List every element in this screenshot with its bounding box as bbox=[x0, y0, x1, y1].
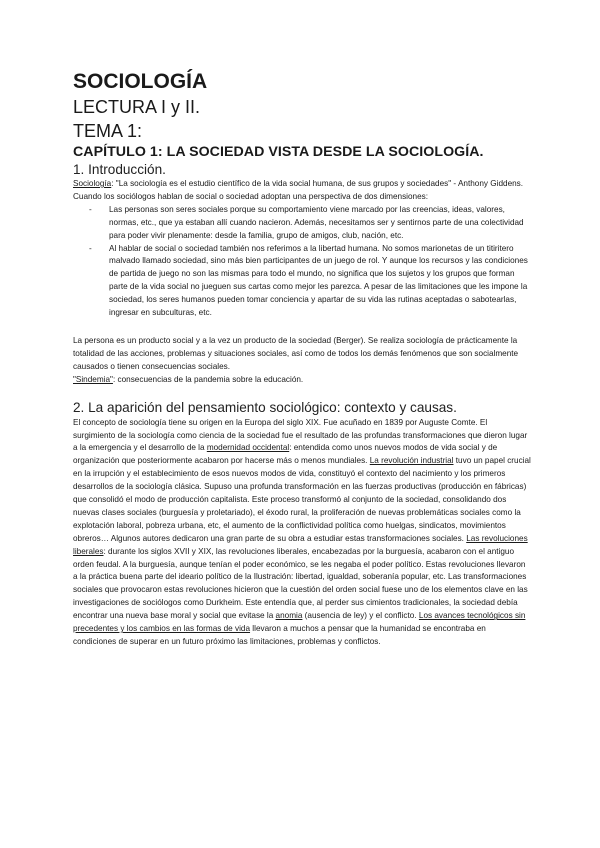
list-item: - Las personas son seres sociales porque su comportamiento viene marcado por las creencias, ideas, valores, normas, etc., que ya estaban allí cuando nacieron. Además, necesitamos ser y sentirnos parte de una colectividad para poder vivir plenamente: desde la familia, grupo de amigos, club, nación, etc. bbox=[109, 204, 531, 243]
section-2-body bbox=[73, 417, 531, 649]
definition-text: : "La sociología es el estudio científico de la vida social humana, de sus grupos y sociedades" - Anthony Giddens. bbox=[111, 179, 524, 188]
doc-title: SOCIOLOGÍA bbox=[73, 70, 208, 93]
text-run: El concepto de sociología tiene su origen en la Europa del siglo XIX. Fue acuñado en 1839 por Auguste Comte. El surgimiento de la sociología como ciencia de la sociedad fue el resultado de las profundas transformaciones que dieron lugar a la emergencia y el desarrollo de la bbox=[73, 417, 528, 453]
text-run: (ausencia de ley) y el conflicto. bbox=[302, 611, 419, 621]
text-run: : entendida como unos nuevos modos de vida social y de organización que posteriormente acabaron por hacerse más o menos mundiales. bbox=[73, 443, 498, 466]
definition-paragraph bbox=[73, 178, 531, 191]
person-paragraph: La persona es un producto social y a la vez un producto de la sociedad (Berger). Se realiza sociología de prácticamente la totalidad de las acciones, problemas y situaciones sociales, así como de todos los demás fenómenos que son socialmente causados o tienen consecuencias sociales. bbox=[73, 335, 519, 371]
section-1-heading: 1. Introducción. bbox=[73, 162, 166, 177]
text-run: tuvo un papel crucial en la irrupción y el establecimiento de esos nuevos modos de vida, constituyó el contexto del nacimiento y los primeros desarrollos de la sociología clásica. Supuso una profunda transformación en las fuerzas productivas (producción en fábricas) que consolidó el modo de producción capitalista. Este proceso transformó al conjunto de la sociedad, consolidando dos nuevas clases sociales (burguesía y proletariado), el éxodo rural, la proliferación de nuevas problemáticas sociales como la explotación laboral, pobreza urbana, etc, el aumento de la conflictividad política como huelgas, sindicatos, movimientos obreros… Algunos autores dedicaron una gran parte de su obra a estudiar estas transformaciones sociales. bbox=[73, 456, 531, 543]
intro-paragraph: Cuando los sociólogos hablan de social o sociedad adoptan una perspectiva de dos dimensiones: bbox=[73, 191, 429, 201]
text-run: llevaron a muchos a pensar que la humanidad se encontraba en condiciones de superar en un futuro próximo las limitaciones, problemas y conflictos. bbox=[73, 624, 486, 646]
term-avances-tecnologicos: Los avances tecnológicos sin precedentes y los cambios en las formas de vida bbox=[73, 611, 526, 634]
section-2-heading: 2. La aparición del pensamiento sociológico: contexto y causas. bbox=[73, 399, 457, 415]
term-revolucion-industrial: La revolución industrial bbox=[369, 456, 454, 466]
term-anomia: anomia bbox=[275, 611, 303, 621]
sindemia-term: "Sindemia" bbox=[73, 374, 113, 384]
text-run: : durante los siglos XVII y XIX, las revoluciones liberales, encabezadas por la burguesía, acabaron con el antiguo orden feudal. A la burguesía, aunque tenían el poder económico, se les negaba el poder político. Estas revoluciones llevaron a la práctica buena parte del ideario político de la Ilustración: libertad, igualdad, soberanía popular, etc. Las transformaciones sociales que provocaron estas revoluciones hicieron que la cuestión del orden social fuese uno de los elementos clave en las investigaciones de sociólogos como Durkheim. Este entendía que, al perder sus cimientos tradicionales, la sociedad debía encontrar una nueva base moral y social que evitase la bbox=[73, 546, 528, 621]
list-item: - Al hablar de social o sociedad también nos referimos a la libertad humana. No somos marionetas de un titiritero malvado llamado sociedad, sino más bien participantes de un juego de rol. Y aunque los recursos y las condiciones de partida de juego no son las mismas para todo el mundo, no significa que los sujetos y los grupos que forman parte de la vida social no jueguen sus cartas como mejor les parezca. A pesar de las limitaciones que les impone la sociedad, los seres humanos pueden tomar conciencia y apartar de su vida las rutinas aceptadas o sabotearlas, ingresar en subculturas, etc. bbox=[109, 243, 531, 320]
definition-term: Sociología bbox=[73, 179, 112, 188]
lectura-heading: LECTURA I y II. bbox=[73, 97, 201, 117]
spacer bbox=[73, 320, 531, 335]
document-page bbox=[73, 70, 531, 649]
capitulo-heading: CAPÍTULO 1: LA SOCIEDAD VISTA DESDE LA SOCIOLOGÍA. bbox=[73, 144, 484, 160]
term-revoluciones-liberales: Las revoluciones liberales bbox=[73, 533, 528, 556]
dimensions-list bbox=[73, 204, 531, 320]
sindemia-paragraph bbox=[73, 374, 531, 387]
term-modernidad: modernidad occidental bbox=[206, 443, 290, 453]
sindemia-text: : consecuencias de la pandemia sobre la educación. bbox=[112, 374, 304, 384]
tema-heading: TEMA 1: bbox=[73, 121, 143, 141]
